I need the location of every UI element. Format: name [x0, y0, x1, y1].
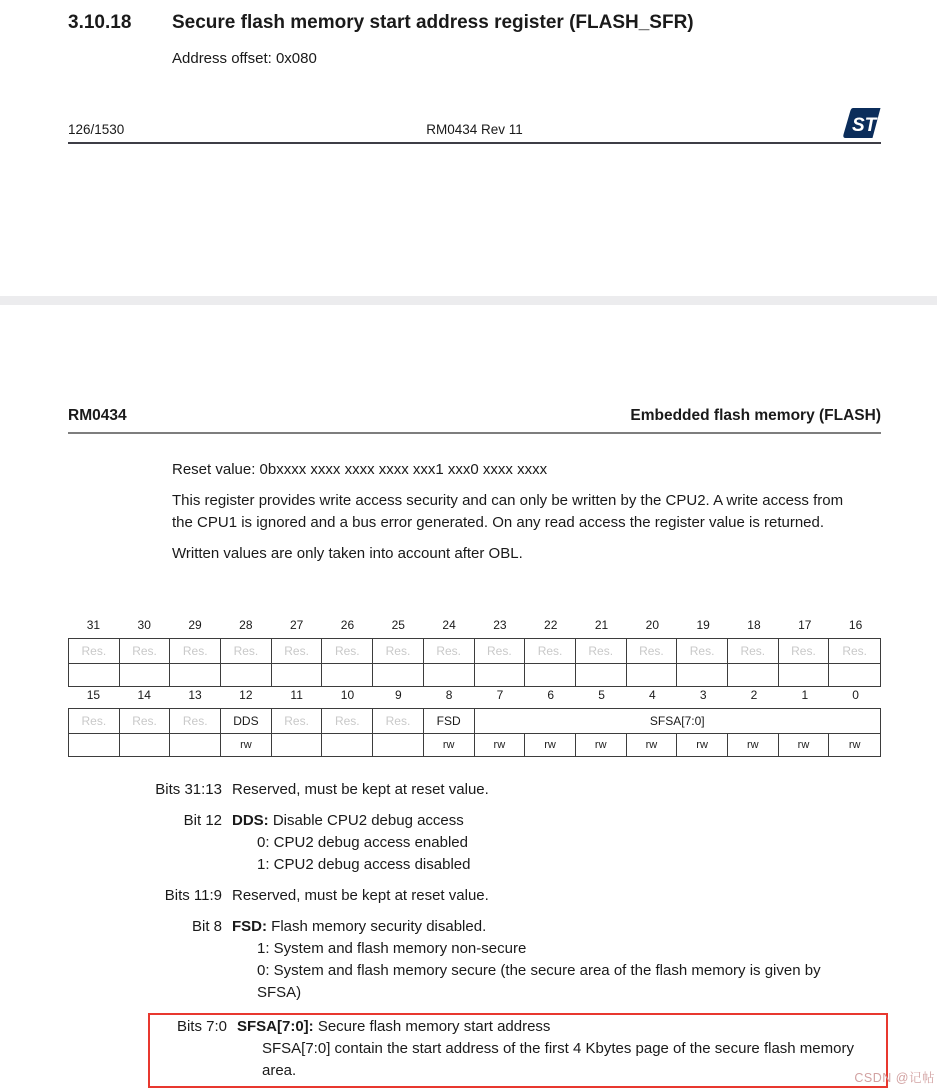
- page-footer: [68, 104, 881, 144]
- reserved-field-cell: Res.: [373, 639, 424, 664]
- access-type-cell: [170, 734, 221, 756]
- fields-row-high: [69, 639, 880, 664]
- register-intro: [172, 459, 862, 565]
- bit-description-row: [147, 810, 888, 876]
- bit-number-label: 2: [750, 688, 758, 702]
- access-type-cell: [322, 734, 373, 756]
- reserved-field-cell: Res.: [120, 709, 171, 734]
- bit-number-label: 14: [137, 688, 151, 702]
- bit-description-body: [232, 779, 489, 801]
- svg-text:ST: ST: [852, 115, 877, 136]
- bit-number-label: 4: [649, 688, 656, 702]
- bit-number-label: 9: [394, 688, 402, 702]
- bit-field-table-low: [68, 708, 881, 757]
- register-table-high: [68, 618, 881, 687]
- reserved-field-cell: Res.: [69, 639, 120, 664]
- bit-number-label: 26: [340, 618, 355, 632]
- access-type-cell: [170, 664, 221, 686]
- bit-number-label: 0: [852, 688, 859, 702]
- access-row-low: [69, 734, 880, 756]
- section-heading: [68, 12, 897, 34]
- bit-description-body: [232, 885, 489, 907]
- bit-description-row-highlighted: [148, 1013, 888, 1088]
- bit-number-label: 29: [188, 618, 202, 632]
- footer-page-number: 126/1530: [68, 122, 125, 137]
- bit-number-label: 10: [340, 688, 355, 702]
- bit-number-label: 3: [699, 688, 707, 702]
- reserved-field-cell: Res.: [475, 639, 526, 664]
- bit-number-label: 22: [544, 618, 558, 632]
- access-type-cell: [373, 664, 424, 686]
- reserved-field-cell: Res.: [525, 639, 576, 664]
- reserved-field-cell: Res.: [221, 639, 272, 664]
- access-type-cell: [576, 664, 627, 686]
- bit-range-label: Bits 11:9: [164, 887, 222, 904]
- register-description-paragraph: This register provides write access security and can only be written by the CPU2. A write access from the CPU1 is ignored and a bus error generated. On any read access the register value is returned.: [172, 492, 844, 531]
- bit-number-label: 30: [137, 618, 151, 632]
- bit-description-text: DDS: Disable CPU2 debug access: [232, 812, 464, 829]
- access-type-cell: rw: [728, 734, 779, 756]
- access-type-cell: [627, 664, 678, 686]
- access-type-cell: [272, 664, 323, 686]
- bit-value-line: SFSA[7:0] contain the start address of the first 4 Kbytes page of the secure flash memory area.: [262, 1040, 854, 1079]
- access-type-cell: rw: [677, 734, 728, 756]
- bit-number-label: 20: [645, 618, 660, 632]
- access-type-cell: rw: [576, 734, 627, 756]
- reserved-field-cell: Res.: [170, 709, 221, 734]
- bit-number-label: 6: [547, 688, 555, 702]
- bit-description-body: [237, 1016, 869, 1082]
- section-number: 3.10.18: [68, 12, 132, 33]
- bit-numbers-row-high: [68, 618, 881, 634]
- bit-number-label: 27: [289, 618, 304, 632]
- bit-range-label: Bit 12: [183, 812, 222, 829]
- access-type-cell: rw: [848, 739, 861, 751]
- bit-number-label: 31: [86, 618, 101, 632]
- access-type-cell: [120, 664, 171, 686]
- access-type-cell: [475, 664, 526, 686]
- bit-value-line: 0: CPU2 debug access enabled: [257, 834, 468, 851]
- bit-number-label: 24: [442, 618, 456, 632]
- bit-field-name: DDS:: [232, 812, 269, 829]
- reserved-field-cell: Res.: [627, 639, 678, 664]
- bit-description-row: [147, 916, 888, 1004]
- access-type-cell: [69, 664, 120, 686]
- bit-number-label: 13: [188, 688, 202, 702]
- register-table-low: [68, 688, 881, 757]
- bit-number-label: 17: [798, 618, 812, 632]
- reset-value-line: Reset value: 0bxxxx xxxx xxxx xxxx xxx1 xxx0 xxxx xxxx: [172, 461, 548, 478]
- bit-number-label: 5: [598, 688, 605, 702]
- fields-row-low: [69, 709, 880, 734]
- bit-number-label: 16: [848, 618, 863, 632]
- bit-description-text: SFSA[7:0]: Secure flash memory start address: [237, 1018, 551, 1035]
- bit-descriptions-list: [147, 770, 888, 1088]
- header-chapter-title: Embedded flash memory (FLASH): [630, 407, 881, 424]
- bit-value-line: 1: System and flash memory non-secure: [257, 940, 527, 957]
- access-type-cell: [829, 664, 880, 686]
- footer-doc-revision: RM0434 Rev 11: [426, 122, 523, 137]
- access-type-cell: rw: [627, 734, 678, 756]
- bit-description-body: [232, 916, 864, 1004]
- bit-description-row: [147, 779, 888, 801]
- bit-description-text: Reserved, must be kept at reset value.: [232, 781, 489, 798]
- bit-value-line: 0: System and flash memory secure (the secure area of the flash memory is given by SFSA): [257, 962, 821, 1001]
- reserved-field-cell: Res.: [272, 709, 323, 734]
- reserved-field-cell: Res.: [120, 639, 171, 664]
- bit-range-label: Bit 8: [191, 918, 222, 935]
- reserved-field-cell: Res.: [829, 639, 880, 664]
- st-logo-icon: [843, 107, 881, 139]
- field-cell: SFSA[7:0]: [475, 709, 881, 734]
- bit-range-label: Bits 7:0: [176, 1018, 227, 1035]
- access-type-cell: [69, 734, 120, 756]
- access-type-cell: [322, 664, 373, 686]
- field-cell: FSD: [424, 709, 475, 734]
- access-type-cell: [120, 734, 171, 756]
- access-type-cell: [373, 734, 424, 756]
- bit-number-label: 19: [696, 618, 710, 632]
- access-type-cell: rw: [475, 734, 526, 756]
- bit-number-label: 15: [86, 688, 101, 702]
- bit-range-label: Bits 31:13: [155, 781, 222, 798]
- bit-number-label: 18: [747, 618, 761, 632]
- bit-number-label: 1: [801, 688, 809, 702]
- reserved-field-cell: Res.: [373, 709, 424, 734]
- bit-number-label: 21: [594, 618, 609, 632]
- bit-number-label: 11: [290, 688, 303, 702]
- reserved-field-cell: Res.: [576, 639, 627, 664]
- obl-note: Written values are only taken into account after OBL.: [172, 545, 523, 562]
- access-type-cell: [728, 664, 779, 686]
- address-offset: Address offset: 0x080: [172, 50, 317, 67]
- reserved-field-cell: Res.: [728, 639, 779, 664]
- access-type-cell: rw: [221, 734, 272, 756]
- csdn-watermark: CSDN @记帖: [854, 1071, 935, 1085]
- reserved-field-cell: Res.: [424, 639, 475, 664]
- bit-field-name: FSD:: [232, 918, 267, 935]
- reserved-field-cell: Res.: [272, 639, 323, 664]
- bit-number-label: 12: [239, 688, 253, 702]
- access-type-cell: rw: [525, 734, 576, 756]
- bit-number-label: 7: [496, 688, 504, 702]
- reserved-field-cell: Res.: [69, 709, 120, 734]
- bit-description-text: Reserved, must be kept at reset value.: [232, 887, 489, 904]
- field-cell: DDS: [221, 709, 272, 734]
- bit-field-name: SFSA[7:0]:: [237, 1018, 314, 1035]
- page-separator-band: [0, 296, 937, 305]
- access-type-cell: rw: [424, 734, 475, 756]
- reserved-field-cell: Res.: [170, 639, 221, 664]
- reserved-field-cell: Res.: [322, 639, 373, 664]
- bit-description-text: FSD: Flash memory security disabled.: [232, 918, 487, 935]
- access-row-high: [69, 664, 880, 686]
- access-type-cell: [525, 664, 576, 686]
- reserved-field-cell: Res.: [677, 639, 728, 664]
- bit-numbers-row-low: [68, 688, 881, 704]
- access-type-cell: [424, 664, 475, 686]
- bit-number-label: 23: [493, 618, 507, 632]
- bit-number-label: 28: [239, 618, 253, 632]
- bit-description-body: [232, 810, 470, 876]
- section-title: Secure flash memory start address register (FLASH_SFR): [172, 12, 694, 33]
- header-doc-id: RM0434: [68, 407, 127, 424]
- access-type-cell: [272, 734, 323, 756]
- bit-number-label: 8: [445, 688, 453, 702]
- reserved-field-cell: Res.: [779, 639, 830, 664]
- bit-number-label: 25: [391, 618, 405, 632]
- access-type-cell: [221, 664, 272, 686]
- running-header: [68, 407, 881, 434]
- bit-description-row: [147, 885, 888, 907]
- bit-value-line: 1: CPU2 debug access disabled: [257, 856, 471, 873]
- access-type-cell: rw: [779, 734, 830, 756]
- reserved-field-cell: Res.: [322, 709, 373, 734]
- bit-field-table-high: [68, 638, 881, 687]
- access-type-cell: [779, 664, 830, 686]
- access-type-cell: [677, 664, 728, 686]
